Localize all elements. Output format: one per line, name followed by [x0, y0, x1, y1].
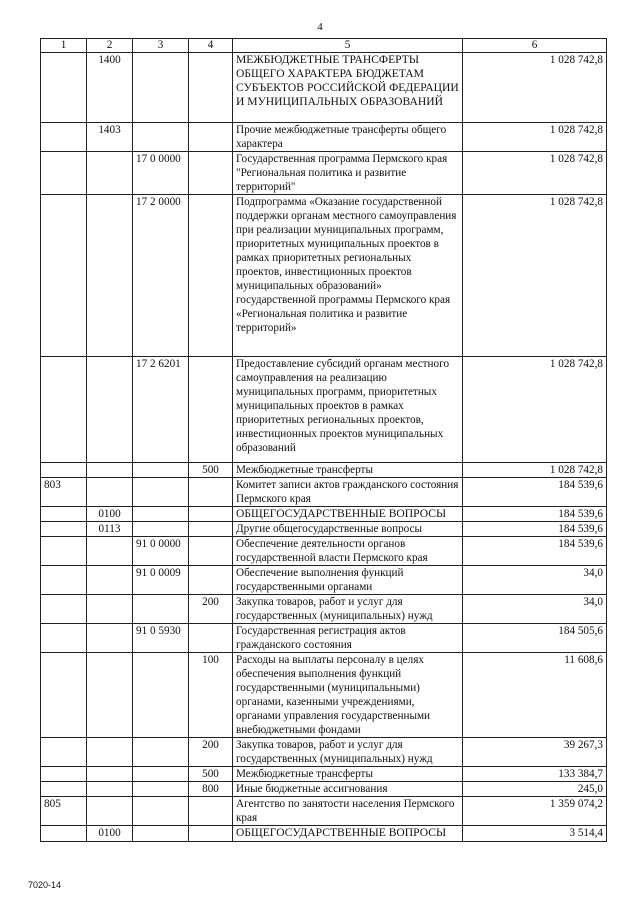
cell-target-article: 91 0 5930: [133, 624, 189, 653]
cell-expense-type: 500: [189, 463, 233, 478]
table-row: [41, 53, 607, 123]
cell-section: [87, 537, 133, 566]
header-col-4: 4: [189, 39, 233, 53]
cell-ministry: [41, 767, 87, 782]
cell-section: [87, 566, 133, 595]
cell-amount: 1 359 074,2: [463, 797, 607, 826]
table-row: [41, 782, 607, 797]
cell-name: Иные бюджетные ассигнования: [233, 782, 463, 797]
cell-target-article: [133, 53, 189, 123]
cell-target-article: [133, 478, 189, 507]
table-row: [41, 566, 607, 595]
cell-target-article: 17 2 6201: [133, 357, 189, 463]
document-code: 7020-14: [28, 880, 62, 890]
cell-target-article: [133, 463, 189, 478]
cell-name: Закупка товаров, работ и услуг для государственных (муниципальных) нужд: [233, 595, 463, 624]
cell-section: [87, 738, 133, 767]
cell-section: 0113: [87, 522, 133, 537]
cell-expense-type: [189, 478, 233, 507]
header-col-3: 3: [133, 39, 189, 53]
table-row: [41, 195, 607, 357]
table-row: [41, 522, 607, 537]
cell-ministry: [41, 507, 87, 522]
cell-amount: 184 539,6: [463, 507, 607, 522]
cell-name: Государственная регистрация актов гражданского состояния: [233, 624, 463, 653]
header-col-1: 1: [41, 39, 87, 53]
cell-expense-type: [189, 537, 233, 566]
table-row: [41, 478, 607, 507]
table-row: [41, 463, 607, 478]
cell-name: Другие общегосударственные вопросы: [233, 522, 463, 537]
cell-amount: 1 028 742,8: [463, 152, 607, 195]
cell-target-article: [133, 782, 189, 797]
cell-amount: 34,0: [463, 566, 607, 595]
cell-ministry: [41, 152, 87, 195]
cell-name: Комитет записи актов гражданского состояния Пермского края: [233, 478, 463, 507]
cell-name: Обеспечение деятельности органов государственной власти Пермского края: [233, 537, 463, 566]
cell-target-article: [133, 653, 189, 738]
cell-target-article: 17 0 0000: [133, 152, 189, 195]
cell-ministry: [41, 357, 87, 463]
cell-amount: 184 539,6: [463, 522, 607, 537]
cell-target-article: [133, 522, 189, 537]
table-row: [41, 595, 607, 624]
cell-target-article: [133, 123, 189, 152]
cell-name: Межбюджетные трансферты: [233, 463, 463, 478]
cell-expense-type: 200: [189, 595, 233, 624]
budget-table: [40, 38, 607, 842]
cell-section: 1403: [87, 123, 133, 152]
cell-section: [87, 357, 133, 463]
cell-ministry: [41, 826, 87, 842]
cell-expense-type: [189, 123, 233, 152]
cell-name: Агентство по занятости населения Пермского края: [233, 797, 463, 826]
page-number: 4: [317, 21, 323, 33]
cell-ministry: [41, 522, 87, 537]
cell-amount: 1 028 742,8: [463, 53, 607, 123]
cell-target-article: [133, 507, 189, 522]
cell-expense-type: [189, 624, 233, 653]
cell-amount: 184 539,6: [463, 537, 607, 566]
cell-ministry: [41, 738, 87, 767]
cell-name: МЕЖБЮДЖЕТНЫЕ ТРАНСФЕРТЫ ОБЩЕГО ХАРАКТЕРА БЮДЖЕТАМ СУБЪЕКТОВ РОССИЙСКОЙ ФЕДЕРАЦИИ И МУНИЦИПАЛЬНЫХ ОБРАЗОВАНИЙ: [233, 53, 463, 123]
cell-expense-type: [189, 566, 233, 595]
cell-expense-type: 200: [189, 738, 233, 767]
cell-amount: 1 028 742,8: [463, 195, 607, 357]
cell-target-article: [133, 797, 189, 826]
cell-amount: 34,0: [463, 595, 607, 624]
cell-section: [87, 152, 133, 195]
cell-ministry: [41, 782, 87, 797]
cell-name: Межбюджетные трансферты: [233, 767, 463, 782]
cell-expense-type: [189, 152, 233, 195]
cell-target-article: [133, 738, 189, 767]
cell-ministry: [41, 195, 87, 357]
cell-amount: 1 028 742,8: [463, 123, 607, 152]
cell-expense-type: [189, 53, 233, 123]
cell-section: [87, 624, 133, 653]
cell-section: [87, 478, 133, 507]
cell-target-article: [133, 826, 189, 842]
cell-amount: 184 505,6: [463, 624, 607, 653]
cell-expense-type: [189, 195, 233, 357]
cell-amount: 3 514,4: [463, 826, 607, 842]
cell-target-article: 91 0 0000: [133, 537, 189, 566]
header-col-6: 6: [463, 39, 607, 53]
cell-name: ОБЩЕГОСУДАРСТВЕННЫЕ ВОПРОСЫ: [233, 507, 463, 522]
cell-amount: 184 539,6: [463, 478, 607, 507]
cell-name: Предоставление субсидий органам местного самоуправления на реализацию муниципальных программ, приоритетных муниципальных проектов в рамках приоритетных региональных проектов, инвестиционных проектов муниципальных образований: [233, 357, 463, 463]
cell-expense-type: 100: [189, 653, 233, 738]
cell-ministry: [41, 123, 87, 152]
cell-section: 0100: [87, 826, 133, 842]
cell-amount: 133 384,7: [463, 767, 607, 782]
cell-ministry: [41, 537, 87, 566]
cell-section: [87, 797, 133, 826]
cell-expense-type: 800: [189, 782, 233, 797]
table-row: [41, 537, 607, 566]
cell-section: [87, 767, 133, 782]
table-row: [41, 653, 607, 738]
table-row: [41, 767, 607, 782]
cell-ministry: [41, 566, 87, 595]
header-row: [41, 39, 607, 53]
cell-section: 0100: [87, 507, 133, 522]
cell-amount: 245,0: [463, 782, 607, 797]
header-col-5: 5: [233, 39, 463, 53]
cell-section: [87, 463, 133, 478]
cell-target-article: 91 0 0009: [133, 566, 189, 595]
cell-name: Расходы на выплаты персоналу в целях обеспечения выполнения функций государственными (муниципальными) органами, казенными учреждениями, органами управления государственными внебюджетными фондами: [233, 653, 463, 738]
cell-section: [87, 195, 133, 357]
cell-ministry: [41, 624, 87, 653]
table-row: [41, 152, 607, 195]
table-row: [41, 123, 607, 152]
cell-amount: 11 608,6: [463, 653, 607, 738]
cell-expense-type: [189, 507, 233, 522]
cell-ministry: [41, 595, 87, 624]
cell-ministry: [41, 53, 87, 123]
cell-section: [87, 782, 133, 797]
cell-name: ОБЩЕГОСУДАРСТВЕННЫЕ ВОПРОСЫ: [233, 826, 463, 842]
table-row: [41, 826, 607, 842]
cell-amount: 1 028 742,8: [463, 463, 607, 478]
cell-expense-type: 500: [189, 767, 233, 782]
cell-section: [87, 653, 133, 738]
table-row: [41, 507, 607, 522]
cell-target-article: 17 2 0000: [133, 195, 189, 357]
cell-expense-type: [189, 826, 233, 842]
cell-ministry: 805: [41, 797, 87, 826]
table-row: [41, 797, 607, 826]
cell-expense-type: [189, 357, 233, 463]
table-row: [41, 738, 607, 767]
cell-amount: 1 028 742,8: [463, 357, 607, 463]
cell-name: Прочие межбюджетные трансферты общего характера: [233, 123, 463, 152]
cell-target-article: [133, 595, 189, 624]
cell-section: [87, 595, 133, 624]
cell-name: Подпрограмма «Оказание государственной поддержки органам местного самоуправления при реализации муниципальных программ, приоритетных муниципальных проектов в рамках приоритетных региональных проектов, инвестиционных проектов муниципальных образований» государственной программы Пермского края «Региональная политика и развитие территорий»: [233, 195, 463, 357]
table-row: [41, 624, 607, 653]
cell-expense-type: [189, 797, 233, 826]
cell-name: Закупка товаров, работ и услуг для государственных (муниципальных) нужд: [233, 738, 463, 767]
cell-name: Государственная программа Пермского края "Региональная политика и развитие территорий": [233, 152, 463, 195]
cell-target-article: [133, 767, 189, 782]
cell-amount: 39 267,3: [463, 738, 607, 767]
cell-section: 1400: [87, 53, 133, 123]
cell-ministry: [41, 653, 87, 738]
cell-ministry: [41, 463, 87, 478]
cell-expense-type: [189, 522, 233, 537]
cell-name: Обеспечение выполнения функций государственными органами: [233, 566, 463, 595]
table-row: [41, 357, 607, 463]
header-col-2: 2: [87, 39, 133, 53]
cell-ministry: 803: [41, 478, 87, 507]
